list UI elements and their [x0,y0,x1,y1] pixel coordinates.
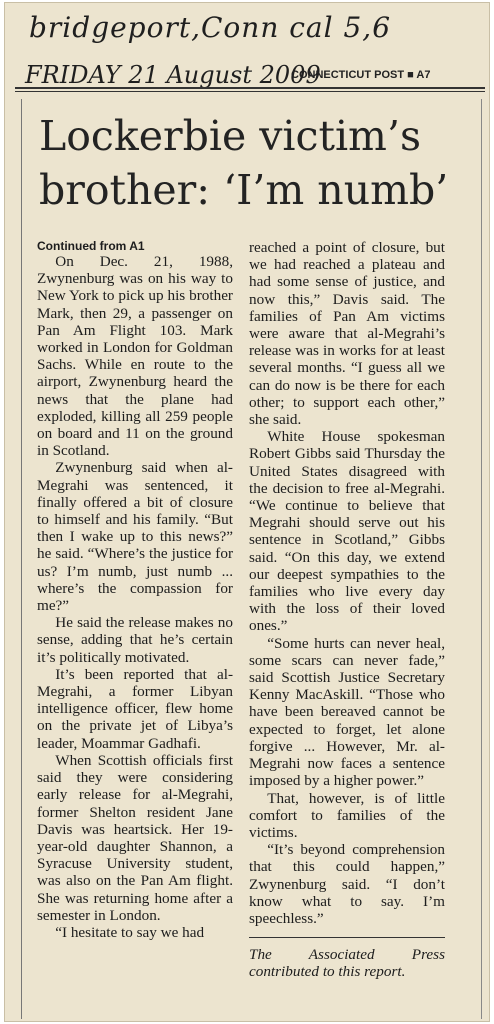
top-rule-thin [15,91,485,92]
paragraph: reached a point of closure, but we had reached a plateau and had some sense of justice, and now this,” Davis said. The families of Pan Am victims were aware that al-Megrahi’s release was in works for at least several months. “I guess all we can do now is be there for each other; to support each other,” she said. [249,239,445,429]
article-column-2 [249,239,445,981]
top-rule [15,87,485,89]
credit-divider [249,937,445,938]
handwritten-source-note: bridgeport,Conn cal 5,6 [29,11,392,44]
paragraph: “It’s beyond comprehension that this could happen,” Zwynenburg said. “I don’t know what to say. I’m speechless.” [249,841,445,927]
headline [39,109,479,217]
newspaper-clipping [4,2,490,1022]
article-column-1 [37,239,233,941]
headline-line-2: brother: ‘I’m numb’ [39,166,449,214]
paragraph: On Dec. 21, 1988, Zwynenburg was on his way to New York to pick up his brother Mark, then 29, a passenger on Pan Am Flight 103. Mark worked in London for Goldman Sachs. While en route to the airport, Zwynenburg heard the news that the plane had exploded, killing all 259 people on board and 11 on the ground in Scotland. [37,253,233,460]
right-column-rule [481,99,482,1019]
paragraph: “I hesitate to say we had [55,923,205,941]
credit-line: The Associated Press contributed to this report. [249,946,445,981]
page-masthead: CONNECTICUT POST ■ A7 [291,69,431,81]
paragraph: “Some hurts can never heal, some scars can never fade,” said Scottish Justice Secretary Kenny MacAskill. “Those who have been bereaved cannot be expected to forget, let alone forgive ... However, Mr. al-Megrahi now faces a sentence imposed by a higher power.” [249,634,445,790]
paragraph: When Scottish officials first said they were considering early release for al-Megrahi, former Shelton resident Jane Davis was heartsick. Her 19-year-old daughter Shannon, a Syracuse University student, was also on the Pan Am flight. She was returning home after a semester in London. [37,751,233,924]
paragraph: He said the release makes no sense, adding that he’s certain it’s politically motivated. [37,614,233,666]
left-column-rule [21,99,22,1019]
paragraph: That, however, is of little comfort to families of the victims. [249,789,445,841]
headline-line-1: Lockerbie victim’s [39,112,422,160]
paragraph: It’s been reported that al-Megrahi, a former Libyan intelligence officer, flew home on the private jet of Libya’s leader, Moammar Gadhafi. [37,665,233,752]
handwritten-date-note: FRIDAY 21 August 2009 [25,61,321,89]
paragraph: White House spokesman Robert Gibbs said Thursday the United States disagreed with the decision to free al-Megrahi. “We continue to believe that Megrahi should serve out his sentence in Scotland,” Gibbs said. “On this day, we extend our deepest sympathies to the families who live every day with the loss of their loved ones.” [249,428,445,635]
continued-from-label: Continued from A1 [37,239,145,253]
paragraph: Zwynenburg said when al-Megrahi was sentenced, it finally offered a bit of closure to himself and his family. “But then I wake up to this news?” he said. “Where’s the justice for us? I’m numb, just numb ... where’s the compassion for me?” [37,459,233,615]
